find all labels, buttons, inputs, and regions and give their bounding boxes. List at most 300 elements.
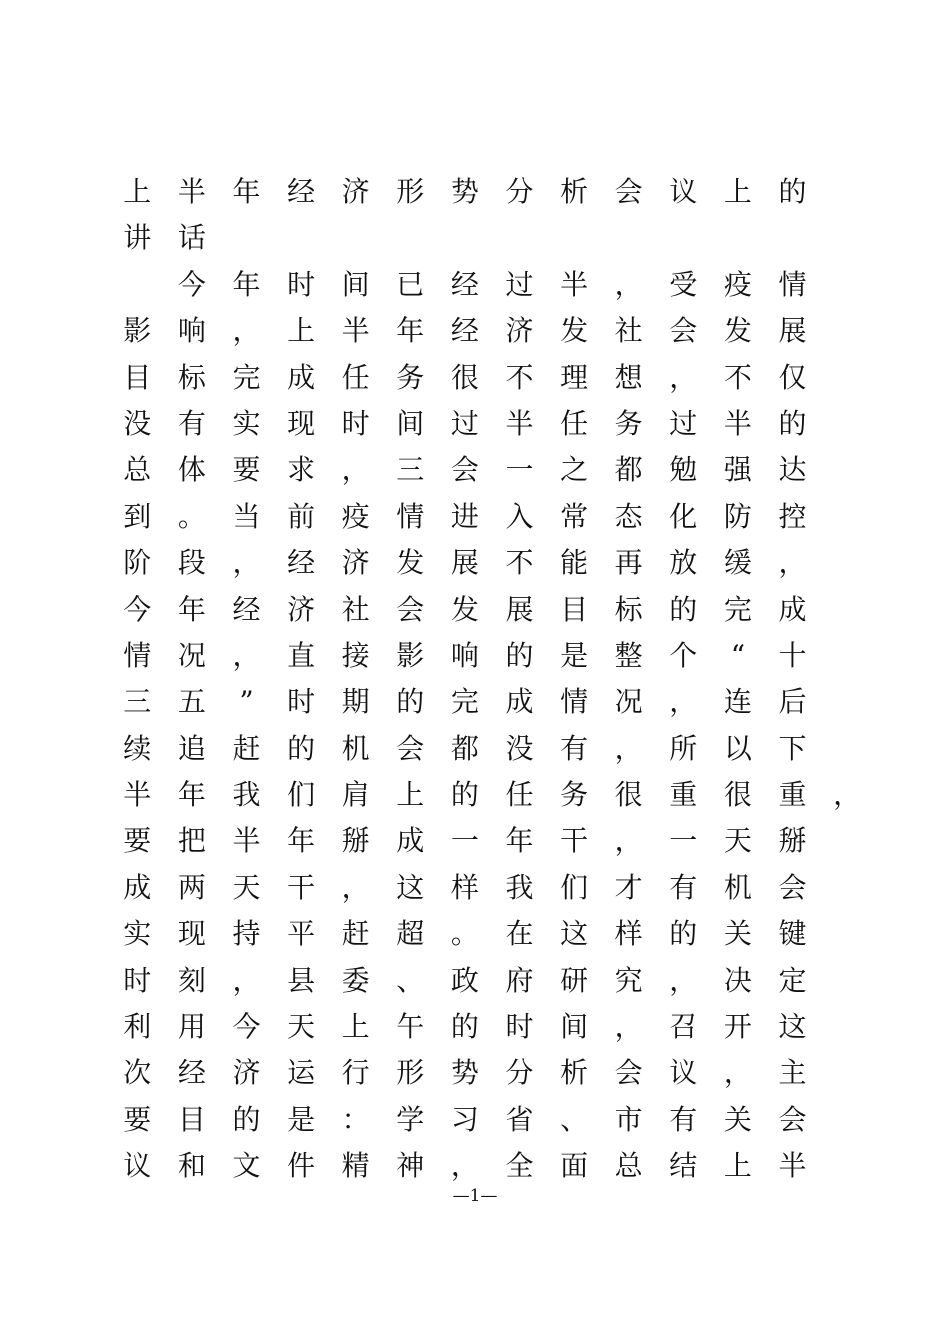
- text-char: 入: [505, 499, 534, 533]
- text-char: 间: [396, 406, 425, 440]
- text-char: 济: [341, 546, 370, 580]
- text-char: 务: [560, 778, 589, 812]
- text-char: 下: [778, 731, 807, 765]
- text-char: 超: [396, 917, 425, 951]
- text-char: 形: [396, 175, 425, 208]
- text-char: 进: [450, 499, 479, 533]
- text-char: 半: [232, 824, 261, 858]
- text-char: 总: [614, 1149, 643, 1183]
- text-char: 年: [232, 267, 261, 301]
- text-char: 上: [723, 175, 752, 208]
- text-char: 。: [177, 499, 206, 533]
- text-char: 时: [287, 267, 316, 301]
- text-char: 、: [560, 1102, 589, 1136]
- text-char: 关: [723, 1102, 752, 1136]
- body-line: [110, 262, 870, 308]
- text-char: ，: [614, 267, 643, 301]
- text-char: 们: [560, 870, 589, 904]
- text-char: 受: [669, 267, 698, 301]
- text-char: 到: [123, 499, 152, 533]
- text-char: 疫: [341, 499, 370, 533]
- text-char: 干: [560, 824, 589, 858]
- text-char: 间: [560, 1010, 589, 1044]
- text-char: 前: [287, 499, 316, 533]
- text-char: 十: [778, 638, 807, 672]
- text-char: 究: [614, 963, 643, 997]
- text-char: 态: [614, 499, 643, 533]
- text-char: 经: [177, 1056, 206, 1090]
- text-char: 有: [669, 870, 698, 904]
- text-char: 半: [560, 267, 589, 301]
- text-char: 的: [778, 406, 807, 440]
- text-char: 防: [723, 499, 752, 533]
- text-char: 半: [778, 1149, 807, 1183]
- text-char: 次: [123, 1056, 152, 1090]
- text-char: 时: [287, 685, 316, 719]
- text-char: 达: [778, 453, 807, 487]
- text-char: 经: [287, 175, 316, 208]
- text-char: 析: [560, 1056, 589, 1090]
- body-line: [110, 865, 870, 911]
- text-char: 响: [450, 638, 479, 672]
- text-char: ，: [669, 360, 698, 394]
- text-char: 一: [505, 453, 534, 487]
- text-char: 间: [341, 267, 370, 301]
- body-line: [110, 726, 870, 772]
- text-char: 发: [396, 546, 425, 580]
- text-char: 上: [341, 1010, 370, 1044]
- text-char: 控: [778, 499, 807, 533]
- text-char: 肩: [341, 778, 370, 812]
- text-char: 刻: [177, 963, 206, 997]
- text-char: 完: [450, 685, 479, 719]
- text-char: 我: [505, 870, 534, 904]
- text-char: 展: [450, 546, 479, 580]
- text-char: 济: [287, 592, 316, 626]
- text-char: 要: [123, 824, 152, 858]
- text-char: 社: [614, 314, 643, 348]
- text-char: 标: [177, 360, 206, 394]
- text-char: 研: [560, 963, 589, 997]
- body-line: [110, 958, 870, 1004]
- text-char: ，: [778, 546, 807, 580]
- text-char: 县: [287, 963, 316, 997]
- text-char: 任: [505, 778, 534, 812]
- text-char: 情: [396, 499, 425, 533]
- text-char: 很: [450, 360, 479, 394]
- text-char: 市: [614, 1102, 643, 1136]
- title-line: [110, 169, 870, 215]
- text-char: 这: [778, 1010, 807, 1044]
- text-char: 把: [177, 824, 206, 858]
- text-char: 情: [123, 638, 152, 672]
- text-char: 影: [123, 314, 152, 348]
- text-char: 的: [778, 175, 807, 208]
- text-char: 我: [232, 778, 261, 812]
- text-char: 不: [505, 546, 534, 580]
- text-char: 要: [232, 453, 261, 487]
- text-char: 经: [450, 267, 479, 301]
- text-char: 的: [669, 917, 698, 951]
- text-char: 今: [123, 592, 152, 626]
- text-char: 以: [723, 731, 752, 765]
- text-char: 析: [560, 175, 589, 208]
- text-char: 持: [232, 917, 261, 951]
- text-char: ，: [341, 870, 370, 904]
- text-char: 是: [287, 1102, 316, 1136]
- text-char: 学: [396, 1102, 425, 1136]
- text-char: 结: [669, 1149, 698, 1183]
- text-char: 想: [614, 360, 643, 394]
- text-char: 午: [396, 1010, 425, 1044]
- text-char: 在: [505, 917, 534, 951]
- text-char: 议: [123, 1149, 152, 1183]
- text-char: 情: [560, 685, 589, 719]
- text-char: ，: [614, 731, 643, 765]
- text-char: 阶: [123, 546, 152, 580]
- text-char: 会: [614, 1056, 643, 1090]
- text-char: [110, 262, 165, 308]
- text-char: 有: [560, 731, 589, 765]
- text-char: 经: [287, 546, 316, 580]
- text-char: ，: [723, 1056, 752, 1090]
- text-char: 强: [723, 453, 752, 487]
- text-char: 省: [505, 1102, 534, 1136]
- text-char: 上: [723, 1149, 752, 1183]
- text-char: 理: [560, 360, 589, 394]
- text-char: 期: [341, 685, 370, 719]
- text-char: 任: [560, 406, 589, 440]
- text-char: 成: [123, 870, 152, 904]
- text-char: 再: [614, 546, 643, 580]
- text-char: 上: [123, 175, 152, 208]
- text-char: 委: [341, 963, 370, 997]
- text-char: ，: [614, 824, 643, 858]
- text-char: 现: [287, 406, 316, 440]
- text-char: 直: [287, 638, 316, 672]
- text-char: 会: [778, 870, 807, 904]
- text-char: 话: [177, 221, 206, 255]
- text-char: 常: [560, 499, 589, 533]
- text-char: 半: [505, 406, 534, 440]
- body-line: [110, 1097, 870, 1143]
- text-char: ”: [239, 685, 254, 719]
- text-char: 时: [341, 406, 370, 440]
- text-char: 不: [723, 360, 752, 394]
- text-char: 半: [123, 778, 152, 812]
- text-char: 会: [669, 314, 698, 348]
- text-char: 实: [232, 406, 261, 440]
- text-char: 放: [669, 546, 698, 580]
- text-char: 情: [778, 267, 807, 301]
- body-line: [110, 1004, 870, 1050]
- text-char: 经: [450, 314, 479, 348]
- text-char: 要: [123, 1102, 152, 1136]
- text-char: 天: [723, 824, 752, 858]
- text-char: 天: [232, 870, 261, 904]
- text-char: 没: [123, 406, 152, 440]
- text-char: 分: [505, 175, 534, 208]
- text-char: 务: [614, 406, 643, 440]
- text-char: 上: [396, 778, 425, 812]
- body-line: [110, 1050, 870, 1096]
- text-char: 会: [396, 592, 425, 626]
- text-char: 经: [232, 592, 261, 626]
- text-char: 行: [341, 1056, 370, 1090]
- text-char: 讲: [123, 221, 152, 255]
- text-char: 影: [396, 638, 425, 672]
- text-char: 标: [614, 592, 643, 626]
- text-char: 成: [505, 685, 534, 719]
- text-char: 开: [723, 1010, 752, 1044]
- text-char: 机: [341, 731, 370, 765]
- text-char: 缓: [723, 546, 752, 580]
- text-char: 展: [505, 592, 534, 626]
- text-char: 分: [505, 1056, 534, 1090]
- text-char: 五: [177, 685, 206, 719]
- text-char: 文: [232, 1149, 261, 1183]
- text-char: ，: [450, 1149, 479, 1183]
- text-char: 神: [396, 1149, 425, 1183]
- text-char: 面: [560, 1149, 589, 1183]
- text-char: 势: [450, 175, 479, 208]
- text-char: 两: [177, 870, 206, 904]
- text-char: 用: [177, 1010, 206, 1044]
- text-char: 的: [450, 778, 479, 812]
- text-char: 接: [341, 638, 370, 672]
- text-char: 三: [123, 685, 152, 719]
- text-char: 任: [341, 360, 370, 394]
- text-char: 济: [505, 314, 534, 348]
- body-line: [110, 1143, 870, 1189]
- text-char: 目: [177, 1102, 206, 1136]
- text-char: 年: [177, 778, 206, 812]
- text-char: ：: [341, 1102, 370, 1136]
- text-char: 济: [232, 1056, 261, 1090]
- text-char: 求: [287, 453, 316, 487]
- text-char: 精: [341, 1149, 370, 1183]
- text-char: 主: [778, 1056, 807, 1090]
- text-char: 干: [287, 870, 316, 904]
- text-char: 发: [560, 314, 589, 348]
- text-char: 发: [450, 592, 479, 626]
- text-char: 年: [287, 824, 316, 858]
- text-char: 整: [614, 638, 643, 672]
- text-char: ，: [833, 778, 862, 812]
- text-char: 完: [723, 592, 752, 626]
- text-char: 们: [287, 778, 316, 812]
- text-char: 完: [232, 360, 261, 394]
- text-char: 都: [450, 731, 479, 765]
- text-char: 一: [450, 824, 479, 858]
- text-char: ，: [614, 1010, 643, 1044]
- text-char: 成: [287, 360, 316, 394]
- text-char: 续: [123, 731, 152, 765]
- text-char: 半: [341, 314, 370, 348]
- text-char: 很: [723, 778, 752, 812]
- text-char: 形: [396, 1056, 425, 1090]
- text-char: 才: [614, 870, 643, 904]
- text-char: 利: [123, 1010, 152, 1044]
- text-char: 件: [287, 1149, 316, 1183]
- text-char: 运: [287, 1056, 316, 1090]
- body-line: [110, 447, 870, 493]
- text-char: 很: [614, 778, 643, 812]
- text-char: 所: [669, 731, 698, 765]
- text-char: 平: [287, 917, 316, 951]
- text-char: 疫: [723, 267, 752, 301]
- text-char: 这: [396, 870, 425, 904]
- text-char: 都: [614, 453, 643, 487]
- text-char: 过: [450, 406, 479, 440]
- text-char: 现: [177, 917, 206, 951]
- text-char: 社: [341, 592, 370, 626]
- text-char: 过: [505, 267, 534, 301]
- text-char: 过: [669, 406, 698, 440]
- text-char: 追: [177, 731, 206, 765]
- text-char: 目: [560, 592, 589, 626]
- text-char: 化: [669, 499, 698, 533]
- text-char: 关: [723, 917, 752, 951]
- text-char: 总: [123, 453, 152, 487]
- text-char: “: [730, 638, 746, 672]
- body-line: [110, 911, 870, 957]
- text-char: 目: [123, 360, 152, 394]
- body-line: [110, 818, 870, 864]
- text-char: ，: [232, 546, 261, 580]
- text-char: 样: [614, 917, 643, 951]
- text-char: 成: [778, 592, 807, 626]
- text-char: 一: [669, 824, 698, 858]
- text-char: 议: [669, 1056, 698, 1090]
- text-char: 样: [450, 870, 479, 904]
- text-char: 发: [723, 314, 752, 348]
- text-char: 的: [669, 592, 698, 626]
- text-char: 务: [396, 360, 425, 394]
- text-char: 、: [396, 963, 425, 997]
- text-char: 键: [778, 917, 807, 951]
- text-char: 时: [505, 1010, 534, 1044]
- text-char: 连: [723, 685, 752, 719]
- text-char: ，: [669, 963, 698, 997]
- text-char: 后: [778, 685, 807, 719]
- body-line: [110, 540, 870, 586]
- text-char: 体: [177, 453, 206, 487]
- text-char: 有: [669, 1102, 698, 1136]
- text-char: 年: [396, 314, 425, 348]
- text-char: 定: [778, 963, 807, 997]
- body-line: [110, 633, 870, 679]
- text-char: 全: [505, 1149, 534, 1183]
- text-char: 掰: [341, 824, 370, 858]
- text-char: 的: [505, 638, 534, 672]
- text-char: 实: [123, 917, 152, 951]
- text-char: ，: [669, 685, 698, 719]
- text-char: 是: [560, 638, 589, 672]
- text-char: 年: [505, 824, 534, 858]
- body-line: [110, 679, 870, 725]
- text-char: 府: [505, 963, 534, 997]
- title-line: [110, 215, 870, 261]
- text-char: 半: [177, 175, 206, 208]
- text-char: 赶: [341, 917, 370, 951]
- text-char: 议: [669, 175, 698, 208]
- text-char: ，: [232, 638, 261, 672]
- page-number: —1—: [452, 1186, 498, 1206]
- text-char: 的: [396, 685, 425, 719]
- body-line: [110, 772, 870, 818]
- body-line: [110, 587, 870, 633]
- text-char: 今: [177, 267, 206, 301]
- text-char: 仅: [778, 360, 807, 394]
- text-char: 习: [450, 1102, 479, 1136]
- text-char: 重: [669, 778, 698, 812]
- text-char: 机: [723, 870, 752, 904]
- body-line: [110, 494, 870, 540]
- text-char: ，: [341, 453, 370, 487]
- text-char: 响: [177, 314, 206, 348]
- text-char: 会: [450, 453, 479, 487]
- text-char: 今: [232, 1010, 261, 1044]
- text-char: 掰: [778, 824, 807, 858]
- text-char: 个: [669, 638, 698, 672]
- text-char: 段: [177, 546, 206, 580]
- text-char: 三: [396, 453, 425, 487]
- text-char: 重: [778, 778, 807, 812]
- speech-text: [110, 169, 870, 1190]
- text-char: 上: [287, 314, 316, 348]
- text-char: 时: [123, 963, 152, 997]
- text-char: 没: [505, 731, 534, 765]
- text-char: 政: [450, 963, 479, 997]
- text-char: 天: [287, 1010, 316, 1044]
- text-char: 这: [560, 917, 589, 951]
- text-char: ，: [232, 963, 261, 997]
- text-char: 。: [450, 917, 479, 951]
- text-char: 的: [287, 731, 316, 765]
- text-char: 况: [177, 638, 206, 672]
- text-char: 况: [614, 685, 643, 719]
- text-char: 决: [723, 963, 752, 997]
- text-char: ，: [232, 314, 261, 348]
- text-char: 会: [396, 731, 425, 765]
- text-char: 年: [177, 592, 206, 626]
- text-char: 年: [232, 175, 261, 208]
- text-char: 势: [450, 1056, 479, 1090]
- text-char: 召: [669, 1010, 698, 1044]
- body-line: [110, 401, 870, 447]
- text-char: 济: [341, 175, 370, 208]
- text-char: 能: [560, 546, 589, 580]
- text-char: 不: [505, 360, 534, 394]
- text-char: 当: [232, 499, 261, 533]
- text-char: 之: [560, 453, 589, 487]
- text-char: 会: [778, 1102, 807, 1136]
- text-char: 会: [614, 175, 643, 208]
- text-char: 赶: [232, 731, 261, 765]
- text-char: 有: [177, 406, 206, 440]
- text-char: 半: [723, 406, 752, 440]
- text-char: 的: [232, 1102, 261, 1136]
- text-char: 勉: [669, 453, 698, 487]
- body-line: [110, 355, 870, 401]
- body-line: [110, 308, 870, 354]
- text-char: 成: [396, 824, 425, 858]
- text-char: 已: [396, 267, 425, 301]
- text-char: 展: [778, 314, 807, 348]
- text-char: 的: [450, 1010, 479, 1044]
- text-char: 和: [177, 1149, 206, 1183]
